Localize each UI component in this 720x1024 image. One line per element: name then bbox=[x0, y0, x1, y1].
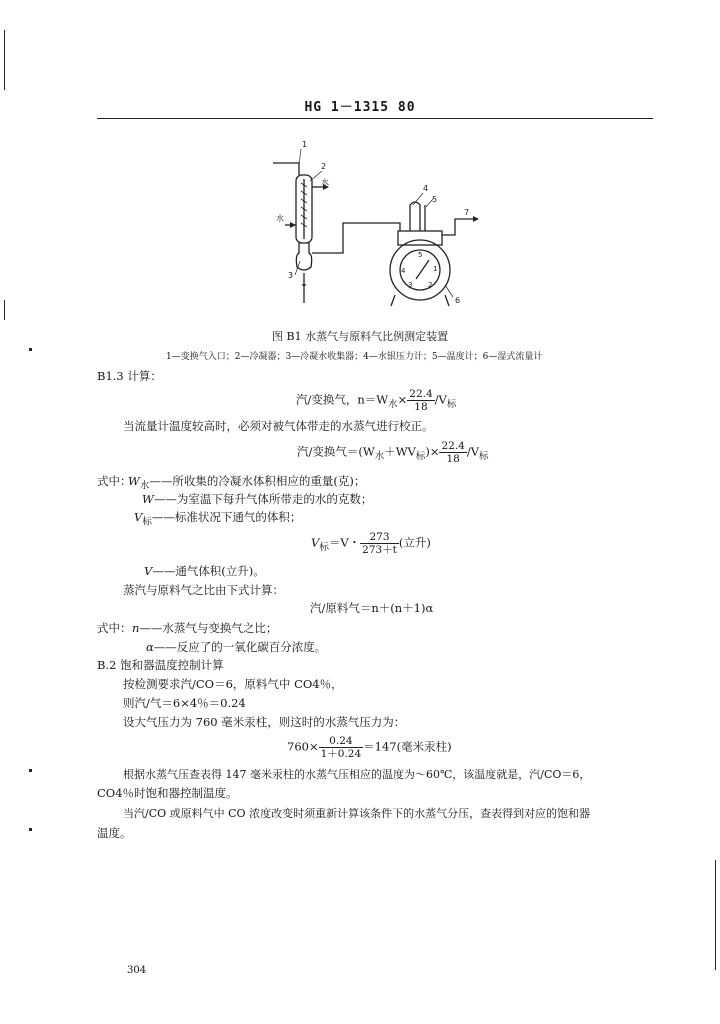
definition-v-std: $V_标——$标准状况下通气的体积； bbox=[134, 510, 302, 528]
definition-alpha: α——反应了的一氧化碳百分浓度。 bbox=[146, 640, 327, 654]
scan-edge-line bbox=[715, 860, 716, 970]
apparatus-diagram bbox=[255, 135, 495, 310]
b2-paragraph-2b: 温度。 bbox=[97, 826, 132, 840]
b2-line-3: 设大气压力为 760 毫米汞柱，则这时的水蒸气压力为： bbox=[123, 715, 406, 729]
dial-5: 5 bbox=[418, 251, 423, 259]
label-2: 2 bbox=[321, 162, 327, 171]
outlet-arrow bbox=[473, 216, 479, 222]
section-heading-b13: B1.3 计算： bbox=[97, 369, 162, 383]
document-code-header: HG 1－1315 80 bbox=[304, 100, 416, 115]
definition-w: W——为室温下每升气体所带走的水的克数； bbox=[142, 492, 373, 506]
definition-n: n——水蒸气与变换气之比； bbox=[132, 621, 278, 635]
label-water-out: 水 bbox=[321, 178, 329, 187]
figure-legend: 1—变换气入口；2—冷凝器；3—冷凝水收集器；4—水银压力计；5—温度计；6—湿式流量计 bbox=[166, 352, 543, 362]
section-heading-b2: B.2 饱和器温度控制计算 bbox=[97, 658, 224, 672]
gas-transfer-pipe bbox=[312, 223, 400, 253]
ratio-intro: 蒸汽与原料气之比由下式计算： bbox=[123, 583, 284, 597]
page-number: 304 bbox=[127, 965, 147, 976]
water-in-arrow bbox=[290, 222, 296, 228]
dial-3: 3 bbox=[408, 281, 413, 289]
b2-paragraph-1b: CO4％时饱和器控制温度。 bbox=[97, 786, 238, 800]
definition-v: V——通气体积(立升)。 bbox=[144, 564, 265, 578]
correction-note: 当流量计温度较高时，必须对被气体带走的水蒸气进行校正。 bbox=[123, 419, 434, 433]
inlet-pipe bbox=[273, 163, 299, 175]
formula-steam-feed-ratio: 汽/原料气＝n＋(n＋1)α bbox=[310, 601, 434, 615]
label-water-in: 水 bbox=[276, 214, 284, 223]
scan-edge-line bbox=[4, 30, 5, 90]
outlet-pipe bbox=[442, 219, 473, 235]
b2-paragraph-1a: 根据水蒸气压查表得 147 毫米汞柱的水蒸气压相应的温度为～60℃，该温度就是，汽/CO＝6， bbox=[123, 768, 591, 781]
label-5: 5 bbox=[432, 195, 438, 204]
dial-4: 4 bbox=[401, 267, 406, 275]
b2-paragraph-2a: 当汽/CO 或原料气中 CO 浓度改变时须重新计算该条件下的水蒸气分压，查表得到对应的饱和器 bbox=[123, 807, 591, 820]
formula-std-volume: $V_标=V$・ $\frac{273}{273+t}$ (立升) bbox=[311, 531, 431, 556]
header-rule bbox=[97, 118, 653, 119]
b2-line-1: 按检测要求汽/CO＝6，原料气中 CO4％， bbox=[123, 677, 343, 691]
flowmeter-top-block bbox=[398, 231, 442, 245]
label-4: 4 bbox=[423, 184, 429, 193]
scan-edge-line bbox=[4, 300, 5, 320]
label-6: 6 bbox=[455, 296, 461, 305]
formula-corrected-ratio: 汽/变换气$=(W_水+WV_标)\times$ $\frac{22.4}{18}$ $/V_标$ bbox=[297, 440, 489, 465]
label-7: 7 bbox=[464, 208, 470, 217]
where-label: 式中： bbox=[97, 474, 132, 488]
definition-w-water: $W_水——$所收集的冷凝水体积相应的重量(克)； bbox=[128, 474, 366, 492]
condensate-collector bbox=[296, 243, 311, 270]
scan-dot bbox=[29, 828, 32, 831]
where-label-2: 式中： bbox=[97, 621, 132, 635]
formula-vapor-pressure: 760× $\frac{0.24}{1+0.24}$ ＝147(毫米汞柱) bbox=[287, 735, 452, 760]
mercury-manometer bbox=[410, 202, 420, 231]
label-3: 3 bbox=[288, 271, 294, 280]
dial-2: 2 bbox=[428, 281, 433, 289]
wet-flowmeter bbox=[390, 240, 450, 300]
figure-caption: 图 B1 水蒸气与原料气比例测定装置 bbox=[272, 330, 449, 343]
scan-dot bbox=[29, 348, 32, 351]
scan-dot bbox=[29, 769, 32, 772]
b2-line-2: 则汽/气＝6×4％＝0.24 bbox=[123, 696, 246, 710]
flowmeter-needle bbox=[416, 260, 429, 279]
dial-1: 1 bbox=[433, 265, 438, 273]
label-1: 1 bbox=[302, 140, 308, 149]
formula-vapor-ratio: 汽/变换气，$n=W_水\times$ $\frac{22.4}{18}$ $/V_标$ bbox=[296, 388, 457, 413]
